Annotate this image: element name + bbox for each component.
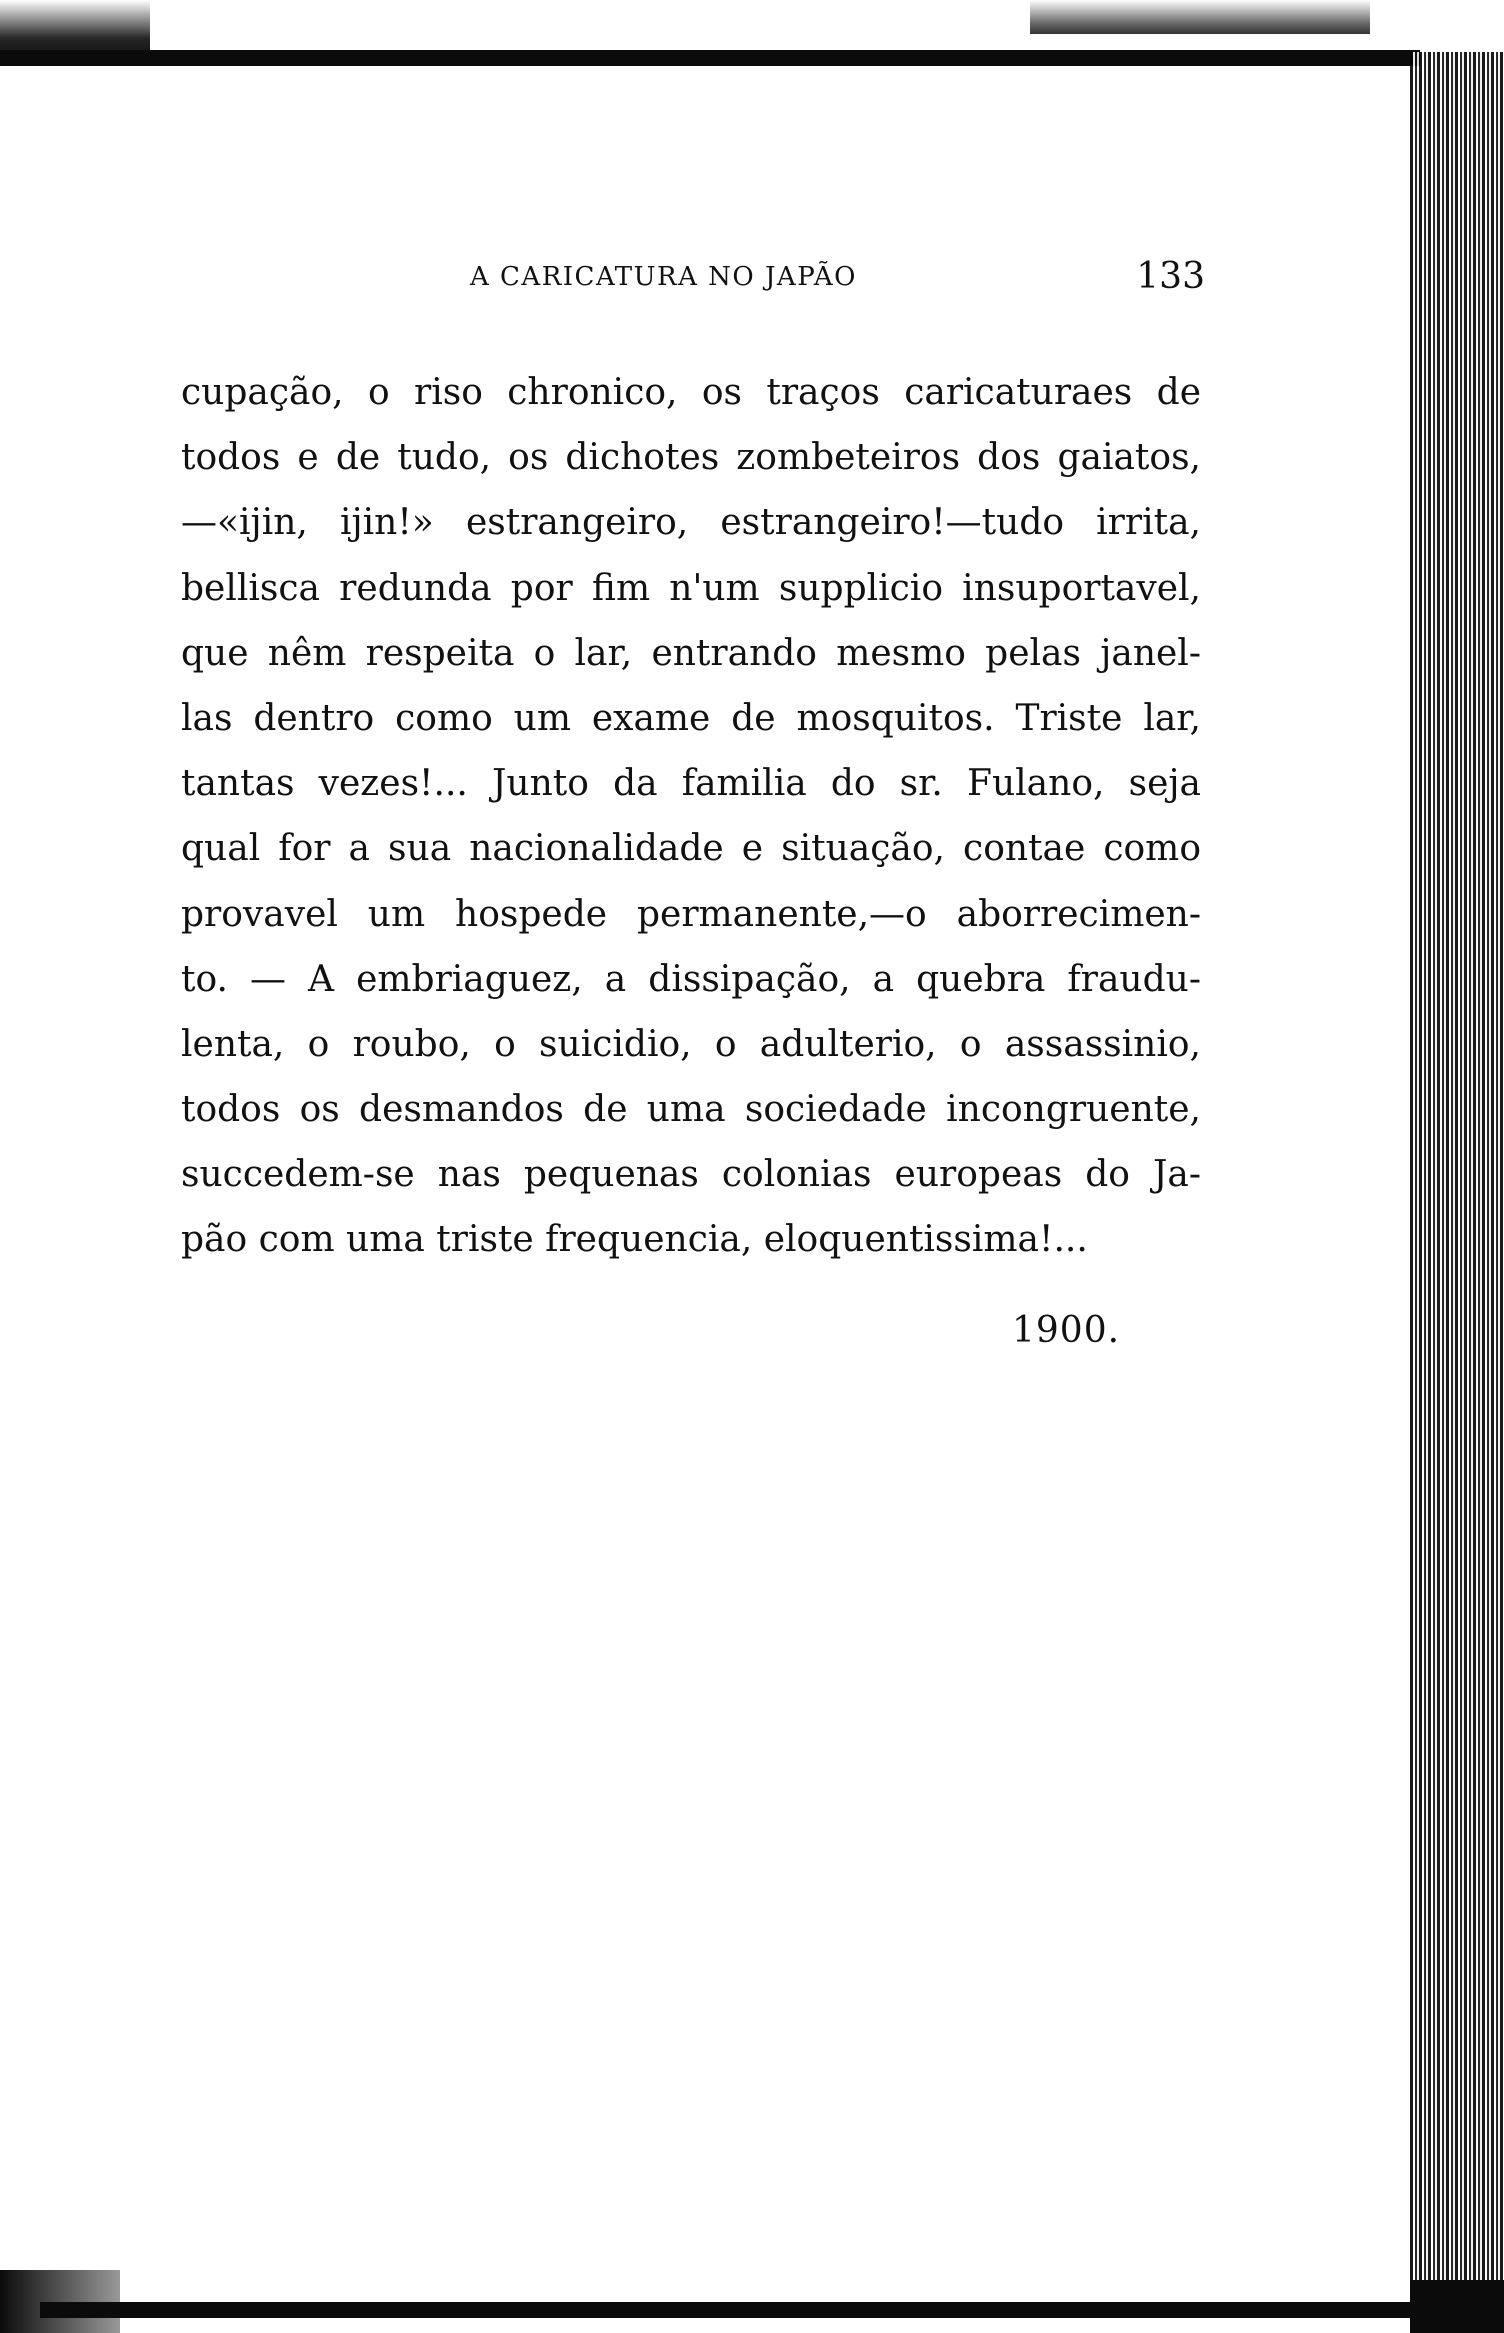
text-line: —«ijin, ijin!» estrangeiro, estrangeiro!—tudo irrita, xyxy=(181,502,1201,544)
page-number: 133 xyxy=(1136,256,1205,297)
text-line: lenta, o roubo, o suicidio, o adulterio, o assassinio, xyxy=(181,1023,1201,1065)
text-line: provavel um hospede permanente,—o aborrecimen- xyxy=(181,893,1201,935)
scan-shadow-top-right xyxy=(1030,0,1370,34)
closing-date: 1900. xyxy=(1012,1310,1121,1351)
text-line: todos os desmandos de uma sociedade incongruente, xyxy=(181,1089,1201,1131)
text-line: to. — A embriaguez, a dissipação, a quebra fraudu- xyxy=(181,958,1201,1000)
scan-border-top xyxy=(0,50,1420,66)
body-paragraph xyxy=(181,360,1201,1273)
text-line: qual for a sua nacionalidade e situação, contae como xyxy=(181,828,1201,870)
text-line: tantas vezes!... Junto da familia do sr. Fulano, seja xyxy=(181,763,1201,805)
text-line: pão com uma triste frequencia, eloquentissima!... xyxy=(181,1219,1088,1261)
text-line: succedem-se nas pequenas colonias europeas do Ja- xyxy=(181,1154,1201,1196)
text-line: las dentro como um exame de mosquitos. Triste lar, xyxy=(181,697,1201,739)
text-line: todos e de tudo, os dichotes zombeteiros dos gaiatos, xyxy=(181,437,1201,479)
scan-shadow-bottom-right xyxy=(1410,2280,1504,2333)
text-line: que nêm respeita o lar, entrando mesmo pelas janel- xyxy=(181,632,1201,674)
scan-page-edges-right xyxy=(1410,52,1504,2302)
text-line: bellisca redunda por fim n'um supplicio insuportavel, xyxy=(181,567,1201,609)
text-line: cupação, o riso chronico, os traços caricaturaes de xyxy=(181,372,1201,413)
running-head xyxy=(180,256,1205,302)
running-head-title: A CARICATURA NO JAPÃO xyxy=(470,262,857,292)
scan-border-bottom xyxy=(40,2302,1504,2318)
